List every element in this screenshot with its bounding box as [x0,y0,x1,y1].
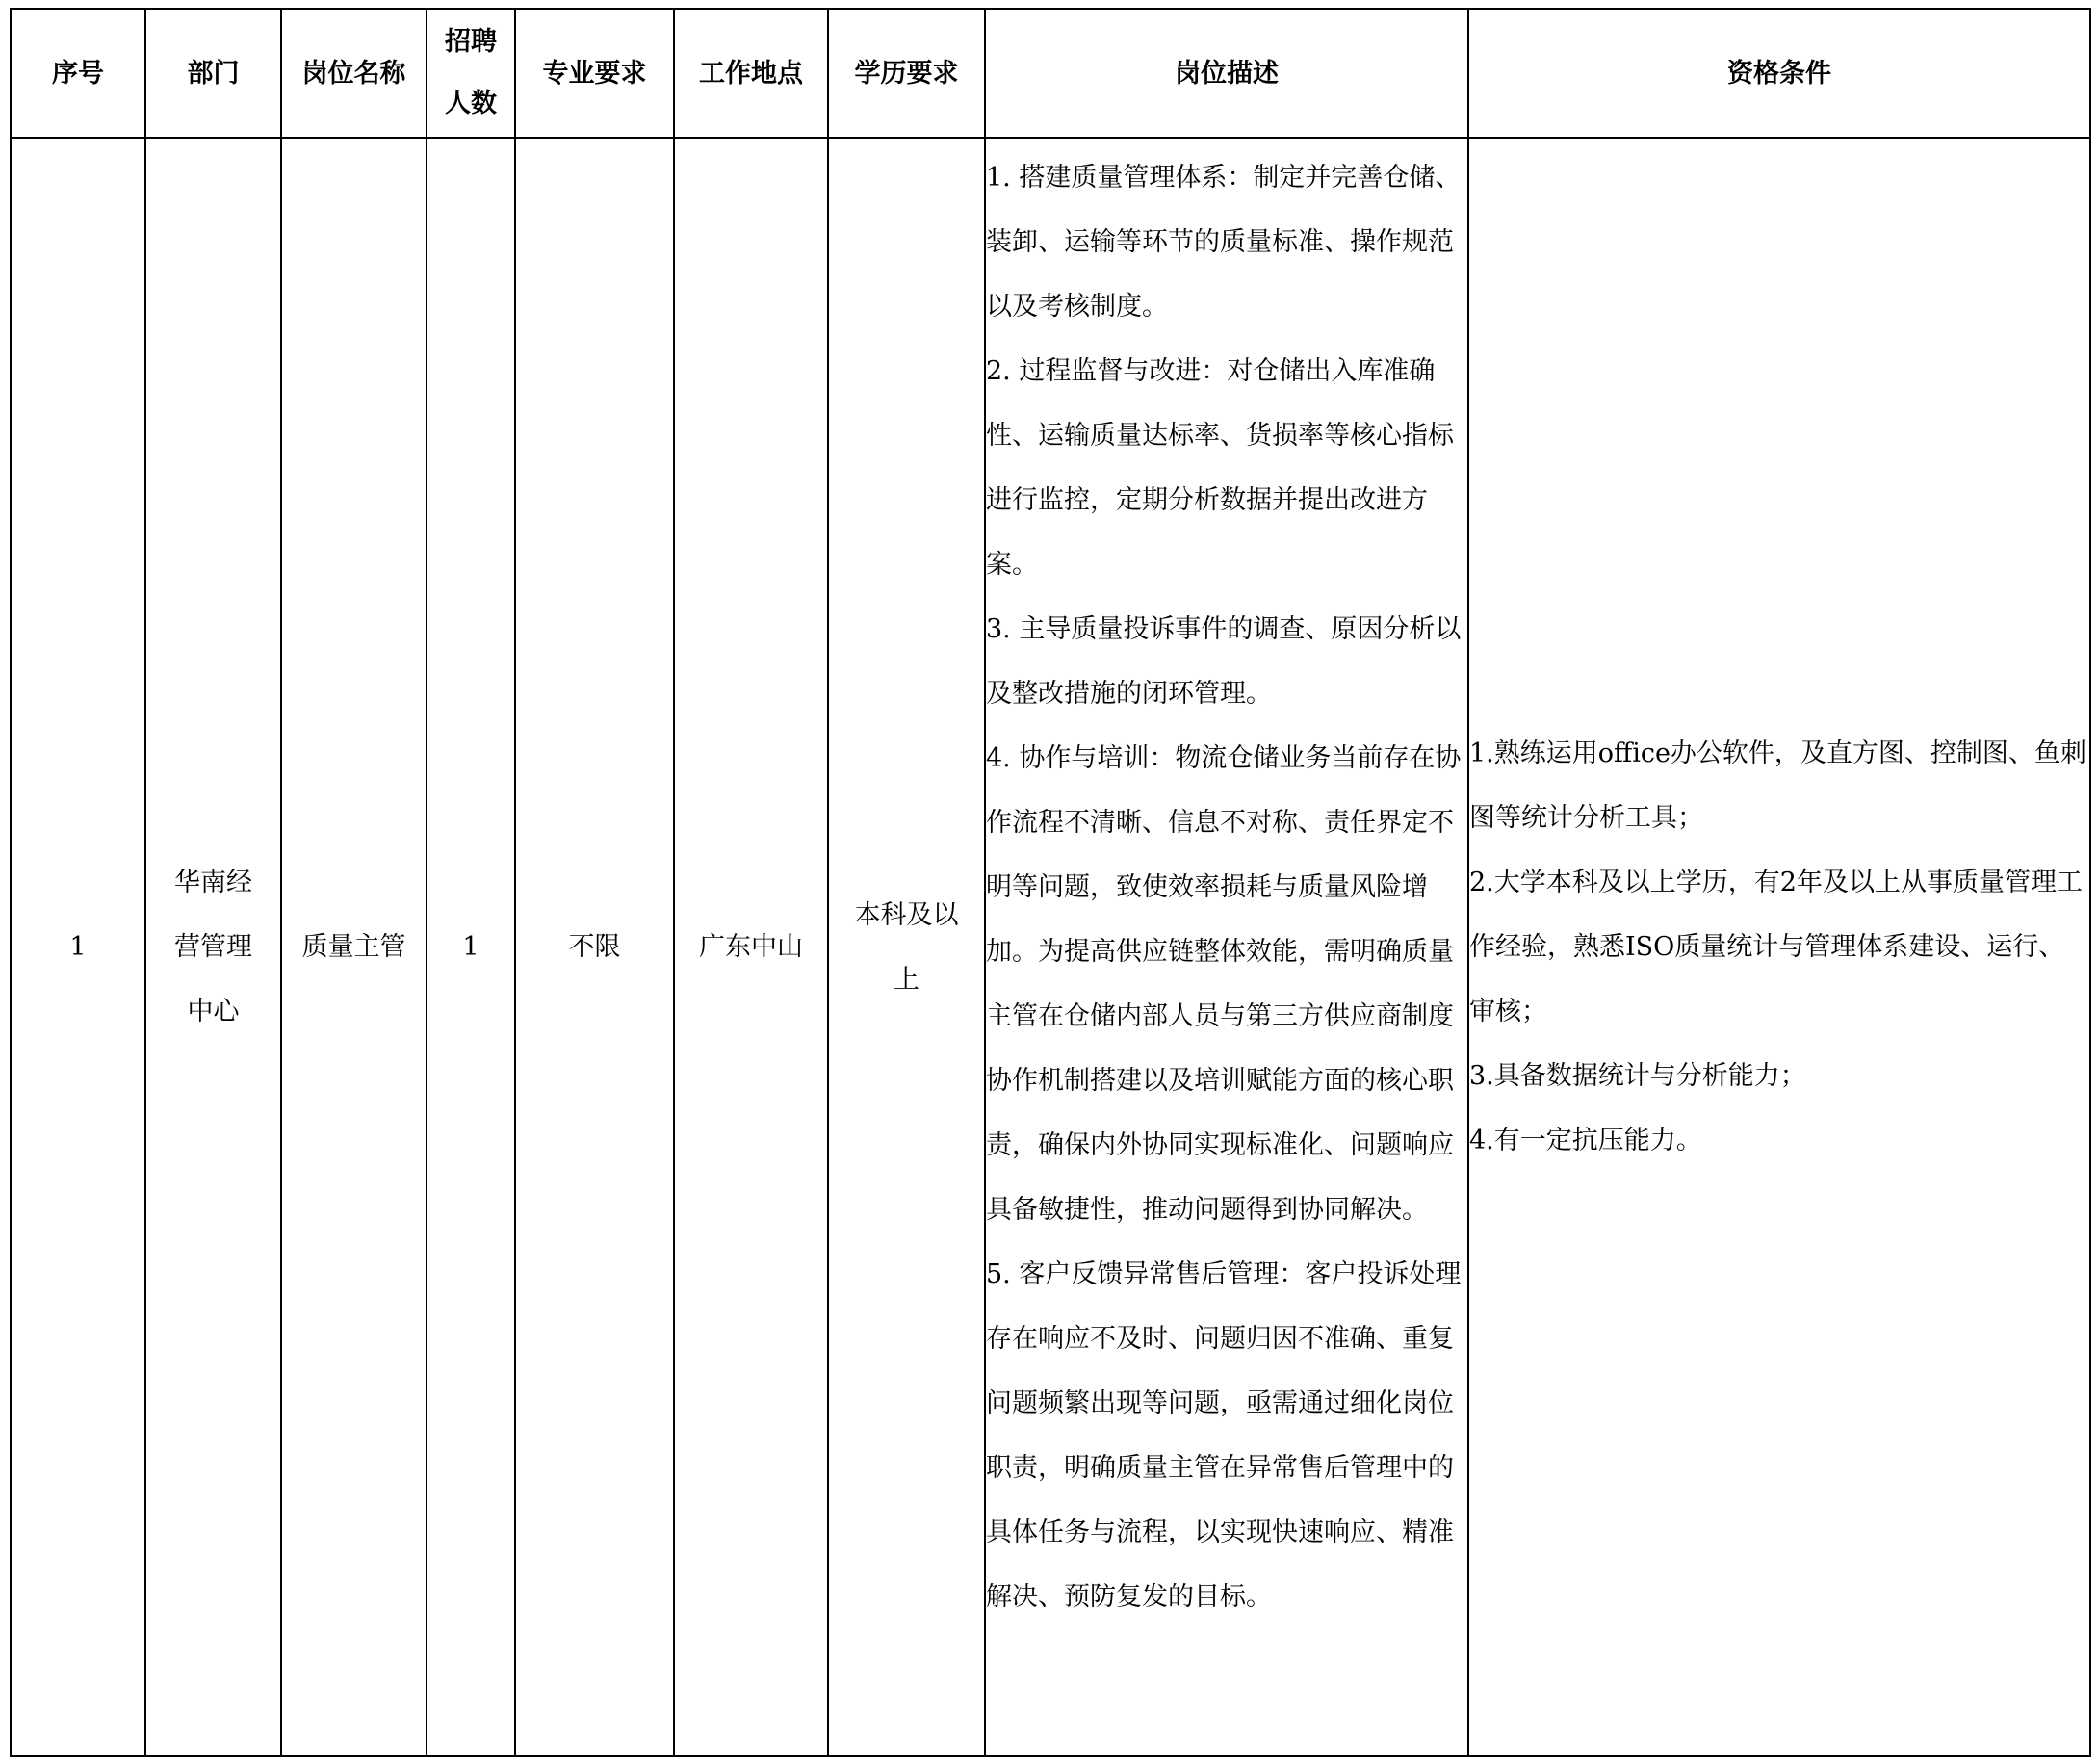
description-item-3: 3. 主导质量投诉事件的调查、原因分析以及整改措施的闭环管理。 [986,614,1462,709]
header-education: 学历要求 [828,9,985,138]
qualification-item-1: 1.熟练运用office办公软件，及直方图、控制图、鱼刺图等统计分析工具； [1469,739,2086,833]
cell-location: 广东中山 [674,138,828,1756]
cell-qualification [1468,138,2090,1756]
cell-seq: 1 [11,138,145,1756]
cell-education: 本科及以上 [828,138,985,1756]
header-dept: 部门 [145,9,281,138]
description-item-4: 4. 协作与培训：物流仓储业务当前存在协作流程不清晰、信息不对称、责任界定不明等问题，致使效率损耗与质量风险增加。为提高供应链整体效能，需明确质量主管在仓储内部人员与第三方供应商制度协作机制搭建以及培训赋能方面的核心职责，确保内外协同实现标准化、问题响应具备敏捷性，推动问题得到协同解决。 [986,743,1462,1225]
qualification-item-2: 2.大学本科及以上学历，有2年及以上从事质量管理工作经验，熟悉ISO质量统计与管理体系建设、运行、审核； [1469,868,2083,1026]
description-item-2: 2. 过程监督与改进：对仓储出入库准确性、运输质量达标率、货损率等核心指标进行监控，定期分析数据并提出改进方案。 [986,356,1454,580]
header-headcount: 招聘人数 [427,9,515,138]
recruitment-table [10,8,2091,1757]
qualification-item-3: 3.具备数据统计与分析能力； [1469,1061,1806,1091]
header-row [11,9,2090,138]
cell-description [985,138,1468,1756]
header-location: 工作地点 [674,9,828,138]
header-seq: 序号 [11,9,145,138]
cell-position: 质量主管 [281,138,427,1756]
qualification-item-4: 4.有一定抗压能力。 [1469,1126,1702,1155]
cell-major: 不限 [515,138,674,1756]
header-qualification: 资格条件 [1468,9,2090,138]
description-item-5: 5. 客户反馈异常售后管理：客户投诉处理存在响应不及时、问题归因不准确、重复问题频繁出现等问题，亟需通过细化岗位职责，明确质量主管在异常售后管理中的具体任务与流程，以实现快速响应、精准解决、预防复发的目标。 [986,1259,1462,1612]
header-major: 专业要求 [515,9,674,138]
cell-headcount: 1 [427,138,515,1756]
cell-dept: 华南经营管理中心 [145,138,281,1756]
description-item-1: 1. 搭建质量管理体系：制定并完善仓储、装卸、运输等环节的质量标准、操作规范以及考核制度。 [986,163,1462,322]
table-row [11,138,2090,1756]
header-position: 岗位名称 [281,9,427,138]
header-description: 岗位描述 [985,9,1468,138]
